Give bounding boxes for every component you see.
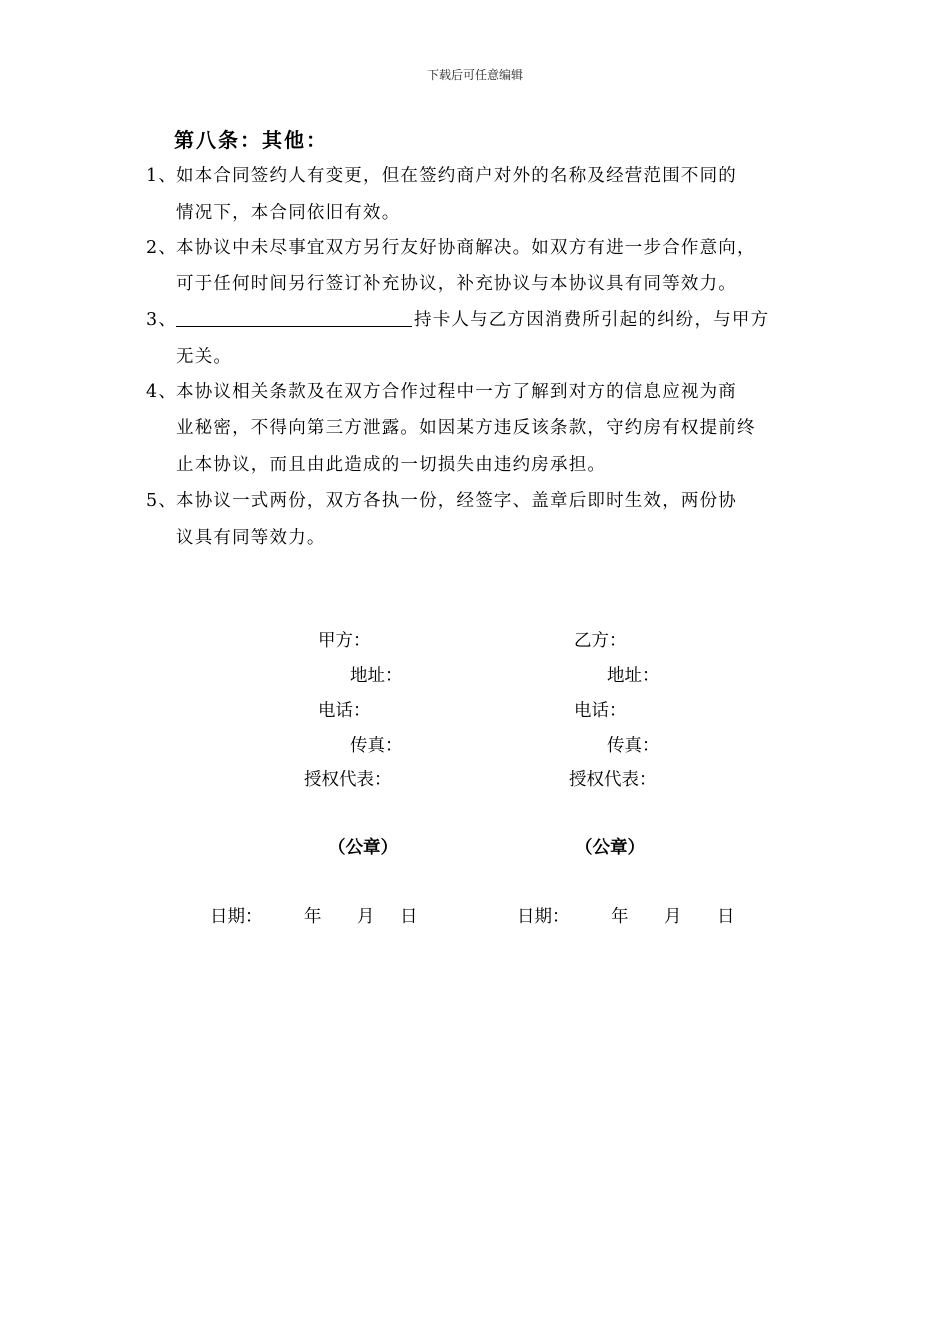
party-b-year: 年 (611, 907, 629, 927)
clause-text: 本协议一式两份，双方各执一份，经签字、盖章后即时生效，两份协 (176, 491, 737, 511)
clause-text: 可于任何时间另行签订补充协议，补充协议与本协议具有同等效力。 (176, 274, 737, 294)
party-b-address-label: 地址： (607, 666, 660, 686)
clause-text: 情况下，本合同依旧有效。 (176, 203, 401, 223)
clause-number: 3、 (146, 310, 178, 330)
party-a-phone-label: 电话： (318, 701, 371, 721)
party-b-date-label: 日期： (517, 907, 570, 927)
clause-text: 本协议中未尽事宜双方另行友好协商解决。如双方有进一步合作意向， (176, 238, 756, 258)
party-a-date-label: 日期： (210, 907, 263, 927)
clause-text: 如本合同签约人有变更，但在签约商户对外的名称及经营范围不同的 (176, 166, 737, 186)
fill-in-blank (176, 308, 412, 327)
clause-number: 5、 (146, 491, 178, 511)
section-heading: 第八条：其他： (174, 128, 328, 152)
clause-text: 业秘密，不得向第三方泄露。如因某方违反该条款，守约房有权提前终 (176, 418, 756, 438)
clause-number: 1、 (146, 166, 178, 186)
party-a-rep-label: 授权代表： (304, 770, 392, 790)
party-a-day: 日 (400, 907, 418, 927)
party-b-day: 日 (717, 907, 735, 927)
clause-text: 议具有同等效力。 (176, 528, 326, 548)
party-a-address-label: 地址： (350, 666, 403, 686)
clause-number: 2、 (146, 238, 178, 258)
clause-text: 止本协议，而且由此造成的一切损失由违约房承担。 (176, 455, 607, 475)
party-b-fax-label: 传真： (607, 736, 660, 756)
clause-text-after-blank: 持卡人与乙方因消费所引起的纠纷，与甲方 (414, 310, 770, 330)
party-b-seal: （公章） (575, 838, 645, 858)
party-a-label: 甲方： (318, 631, 371, 651)
clause-text: 本协议相关条款及在双方合作过程中一方了解到对方的信息应视为商 (176, 382, 737, 402)
party-a-month: 月 (357, 907, 375, 927)
party-b-month: 月 (664, 907, 682, 927)
clause-text (176, 306, 769, 331)
clause-number: 4、 (146, 382, 178, 402)
clause-text: 无关。 (176, 347, 233, 367)
party-b-phone-label: 电话： (574, 701, 627, 721)
party-b-rep-label: 授权代表： (569, 770, 657, 790)
party-a-year: 年 (304, 907, 322, 927)
page-header: 下载后可任意编辑 (426, 68, 523, 82)
party-a-fax-label: 传真： (350, 736, 403, 756)
party-b-label: 乙方： (574, 631, 627, 651)
party-a-seal: （公章） (328, 838, 398, 858)
